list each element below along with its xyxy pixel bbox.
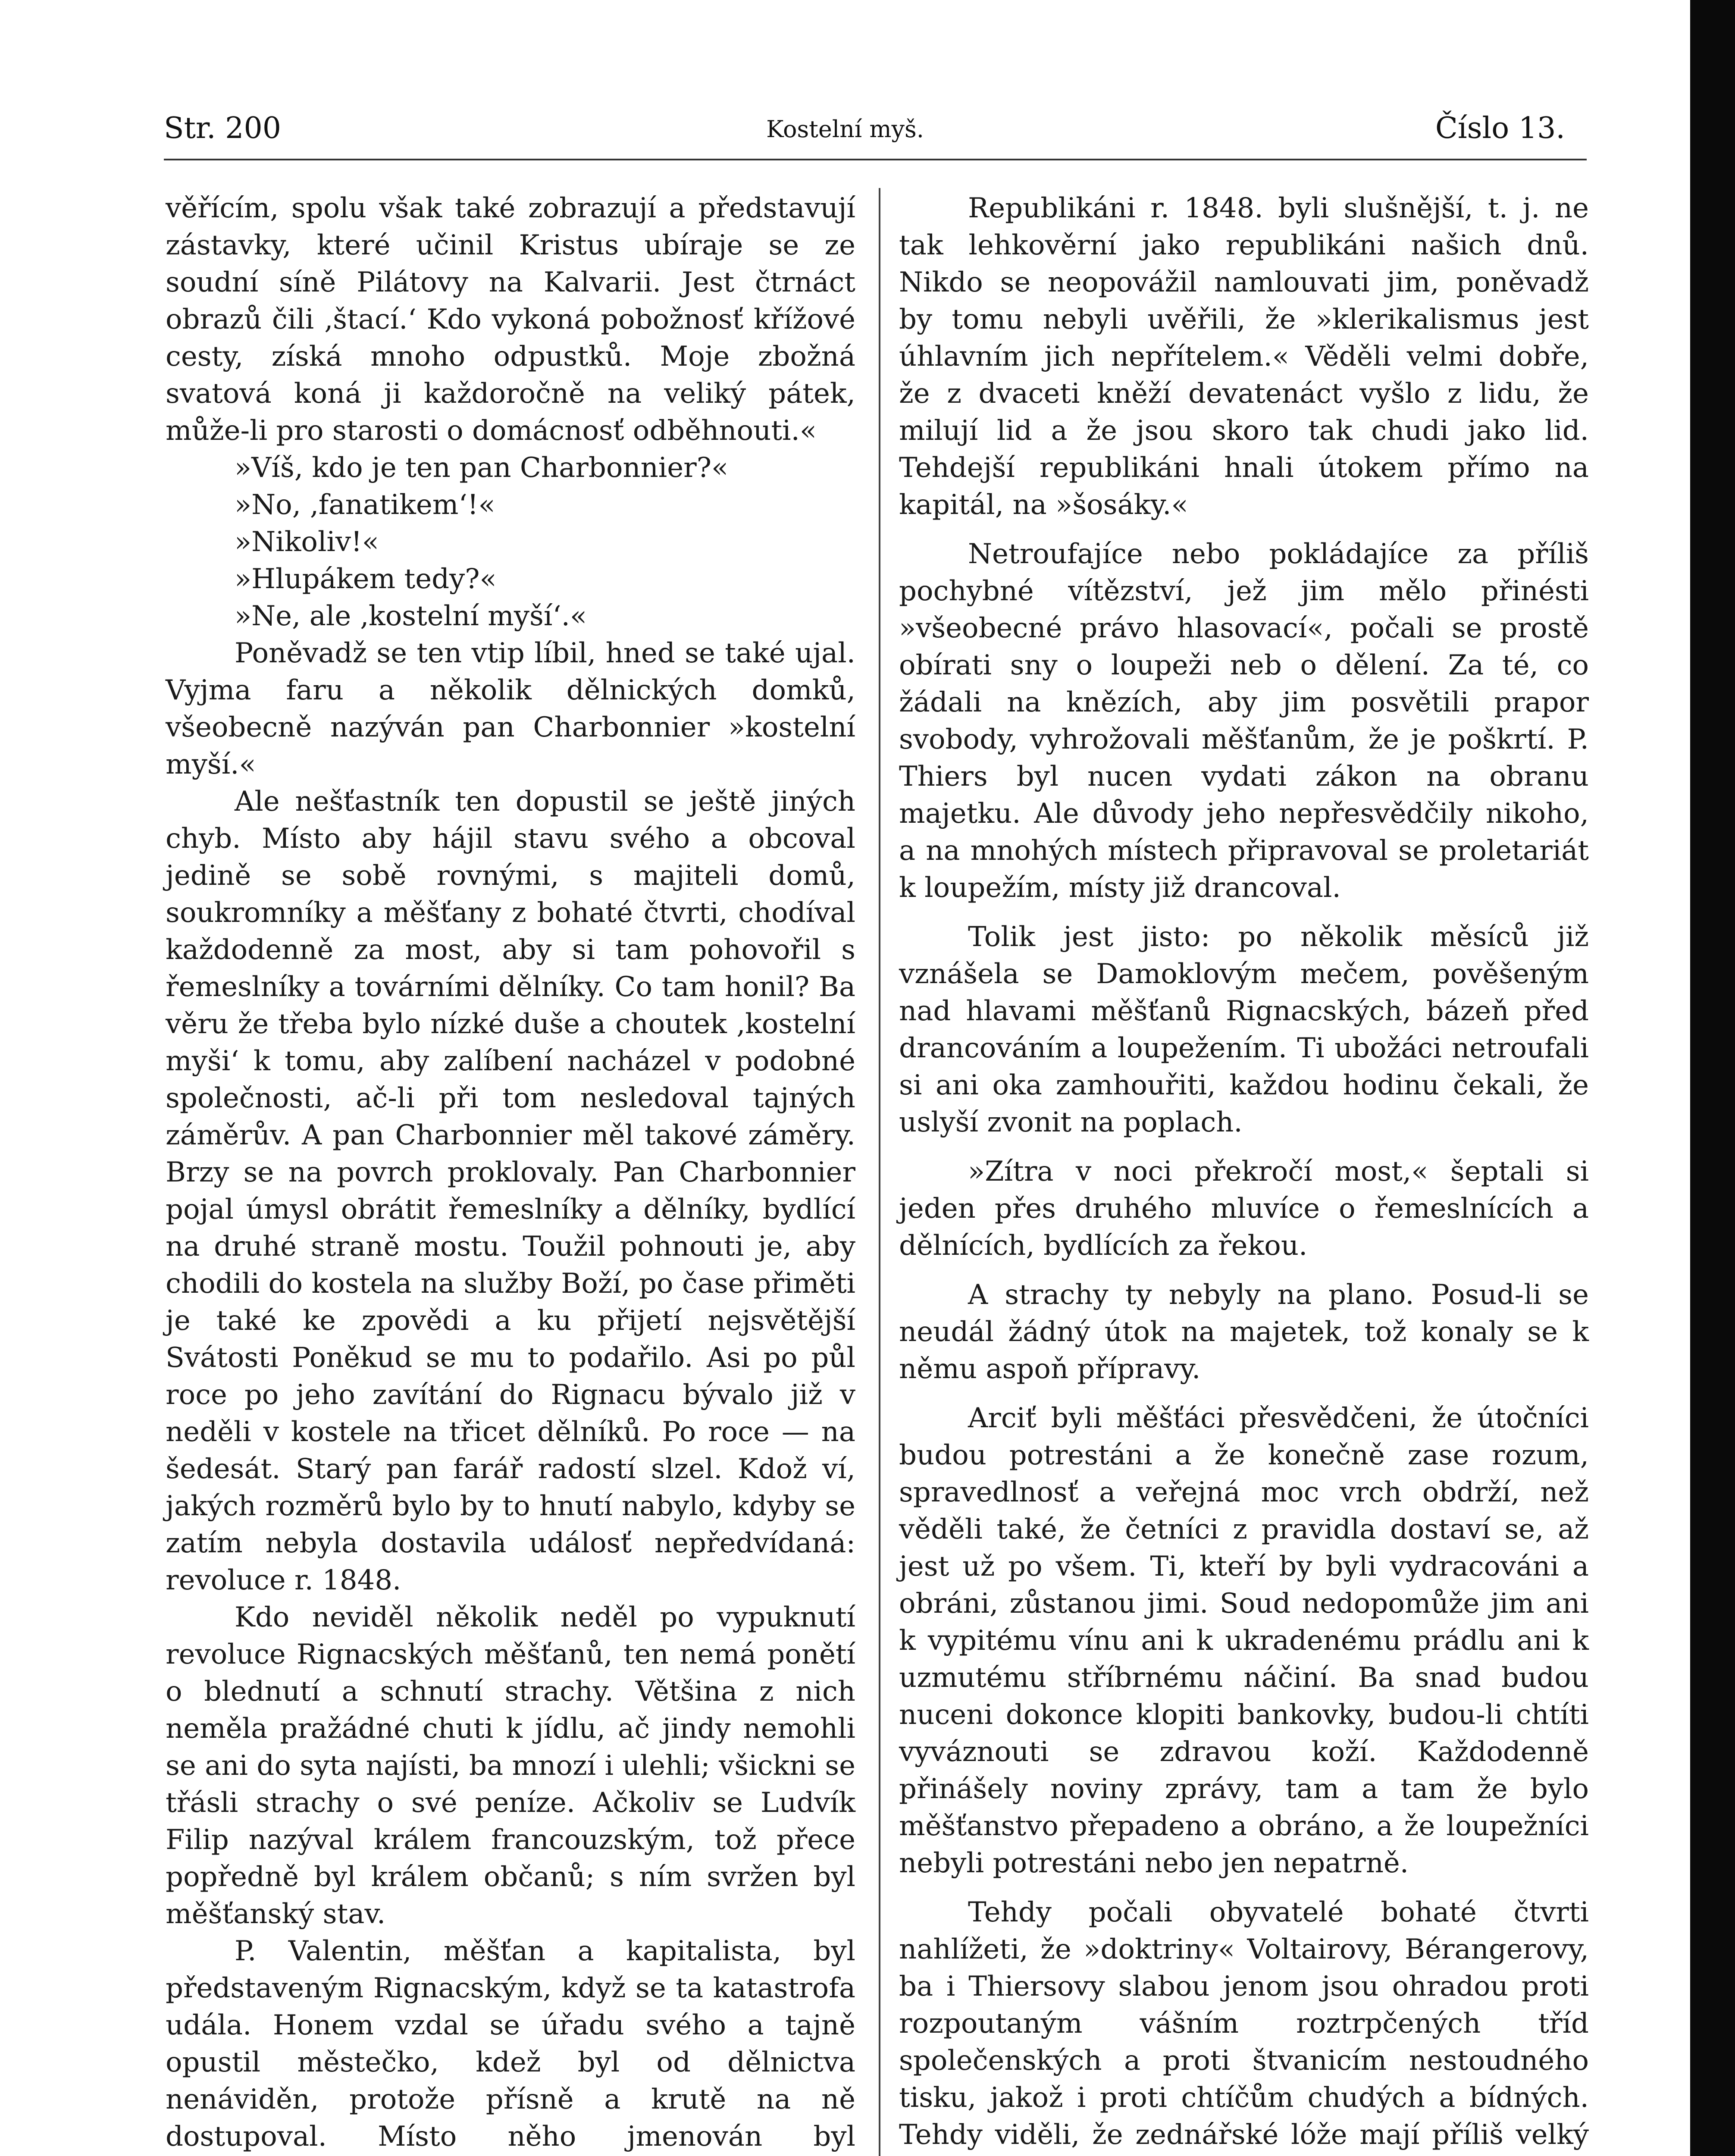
- paragraph: Poněvadž se ten vtip líbil, hned se také ujal. Vyjma faru a několik dělnických domků, všeobecně nazýván pan Charbonnier »kostelní myší.«: [166, 637, 855, 780]
- paragraph: Tolik jest jisto: po několik měsíců již vznášela se Damoklovým mečem, pověšeným nad hlavami měšťanů Rignacských, bázeň před drancováním a loupežením. Ti ubožáci netroufali si ani oka zamhouřiti, každou hodinu čekali, že uslyší zvonit na poplach.: [899, 921, 1589, 1138]
- dialogue-line: »No, ‚fanatikem‘!«: [235, 489, 495, 521]
- running-title: Kostelní myš.: [766, 116, 924, 143]
- paragraph: věřícím, spolu však také zobrazují a představují zástavky, které učinil Kristus ubíraje se ze soudní síně Pilátovy na Kalvarii. Jest čtrnáct obrazů čili ‚štací.‘ Kdo vykoná pobožnosť křížové cesty, získá mnoho odpustků. Moje zbožná svatová koná ji každoročně na veliký pátek, může-li pro starosti o domácnosť odběhnouti.«: [166, 192, 855, 447]
- paragraph: Ale nešťastník ten dopustil se ještě jiných chyb. Místo aby hájil stavu svého a obcoval jedině se sobě rovnými, s majiteli domů, soukromníky a měšťany z bohaté čtvrti, chodíval každodenně za most, aby si tam pohovořil s řemeslníky a továrními dělníky. Co tam honil? Ba věru že třeba bylo nízké duše a choutek ‚kostelní myši‘ k tomu, aby zalíbení nacházel v podobné společnosti, ač-li při tom nesledoval tajných záměrův. A pan Charbonnier měl takové záměry. Brzy se na povrch proklovaly. Pan Charbonnier pojal úmysl obrátit řemeslníky a dělníky, bydlící na druhé straně mostu. Toužil pohnouti je, aby chodili do kostela na služby Boží, po čase přiměti je také ke zpovědi a ku přijetí nejsvětější Svátosti Poněkud se mu to podařilo. Asi po půl roce po jeho zavítání do Rignacu bývalo již v neděli v kostele na třicet dělníků. Po roce — na šedesát. Starý pan farář radostí slzel. Kdož ví, jakých rozměrů bylo by to hnutí nabylo, kdyby se zatím nebyla dostavila událosť nepředvídaná: revoluce r. 1848.: [166, 786, 855, 1596]
- dialogue-line: »Nikoliv!«: [235, 526, 379, 558]
- header-rule: [164, 159, 1587, 160]
- paragraph: A strachy ty nebyly na plano. Posud-li se neudál žádný útok na majetek, tož konaly se k němu aspoň přípravy.: [899, 1279, 1589, 1385]
- paragraph: Arciť byli měšťáci přesvědčeni, že útočníci budou potrestáni a že konečně zase rozum, spravedlnosť a veřejná moc vrch obdrží, než věděli také, že četníci z pravidla dostaví se, až jest už po všem. Ti, kteří by byli vydracováni a obráni, zůstanou jimi. Soud nedopomůže jim ani k vypitému vínu ani k ukradenému prádlu ani k uzmutému stříbrnému náčiní. Ba snad budou nuceni dokonce klopiti bankovky, budou-li chtíti vyváznouti se zdravou koží. Každodenně přinášely noviny zprávy, tam a tam že bylo měšťanstvo přepadeno a obráno, a že loupežníci nebyli potrestáni nebo jen nepatrně.: [899, 1402, 1589, 1879]
- paragraph: Republikáni r. 1848. byli slušnější, t. j. ne tak lehkověrní jako republikáni našich dnů. Nikdo se neopovážil namlouvati jim, poněvadž by tomu nebyli uvěřili, že »klerikalismus jest úhlavním jich nepřítelem.« Věděli velmi dobře, že z dvaceti kněží devatenáct vyšlo z lidu, že milují lid a že jsou skoro tak chudi jako lid. Tehdejší republikáni hnali útokem přímo na kapitál, na »šosáky.«: [899, 192, 1589, 521]
- paragraph: »Zítra v noci překročí most,« šeptali si jeden přes druhého mluvíce o řemeslnících a dělnících, bydlících za řekou.: [899, 1156, 1589, 1262]
- page-number: Str. 200: [164, 111, 281, 145]
- dialogue-line: »Víš, kdo je ten pan Charbonnier?«: [235, 452, 729, 484]
- paragraph: Tehdy počali obyvatelé bohaté čtvrti nahlížeti, že »doktriny« Voltairovy, Bérangerovy, ba i Thiersovy slabou jenom jsou ohradou proti rozpoutaným vášním roztrpčených tříd společenských a proti štvanicím nestoudného tisku, jakož i proti chtíčům chudých a bídných. Tehdy viděli, že zednářské lóže mají příliš velký: [899, 1896, 1589, 2151]
- right-column: [899, 190, 1589, 2156]
- paragraph: Kdo neviděl několik neděl po vypuknutí revoluce Rignacských měšťanů, ten nemá ponětí o blednutí a schnutí strachy. Většina z nich neměla pražádné chuti k jídlu, ač jindy nemohli se ani do syta najísti, ba mnozí i ulehli; všickni se třásli strachy o své peníze. Ačkoliv se Ludvík Filip nazýval králem francouzským, tož přece popředně byl králem občanů; s ním svržen byl měšťanský stav.: [166, 1601, 855, 1930]
- dialogue-line: »Ne, ale ‚kostelní myší‘.«: [235, 600, 587, 632]
- paragraph: P. Valentin, měšťan a kapitalista, byl představeným Rignacským, když se ta katastrofa udála. Honem vzdal se úřadu svého a tajně opustil městečko, kdež byl od dělnictva nenáviděn, protože přísně a krutě na ně dostupoval. Místo něho jmenován byl: [166, 1935, 855, 2153]
- scan-border: [1690, 0, 1735, 2156]
- left-column: [166, 190, 855, 2156]
- column-divider: [879, 188, 880, 2156]
- paragraph: Netroufajíce nebo pokládajíce za příliš pochybné vítězství, jež jim mělo přinésti »všeobecné právo hlasovací«, počali se prostě obírati sny o loupeži neb o dělení. Za té, co žádali na knězích, aby jim posvětili prapor svobody, vyhrožovali měšťanům, že je poškrtí. P. Thiers byl nucen vydati zákon na obranu majetku. Ale důvody jeho nepřesvědčily nikoho, a na mnohých místech připravoval se proletariát k loupežím, místy již drancoval.: [899, 538, 1589, 904]
- issue-number: Číslo 13.: [1435, 111, 1565, 145]
- dialogue-line: »Hlupákem tedy?«: [235, 563, 497, 595]
